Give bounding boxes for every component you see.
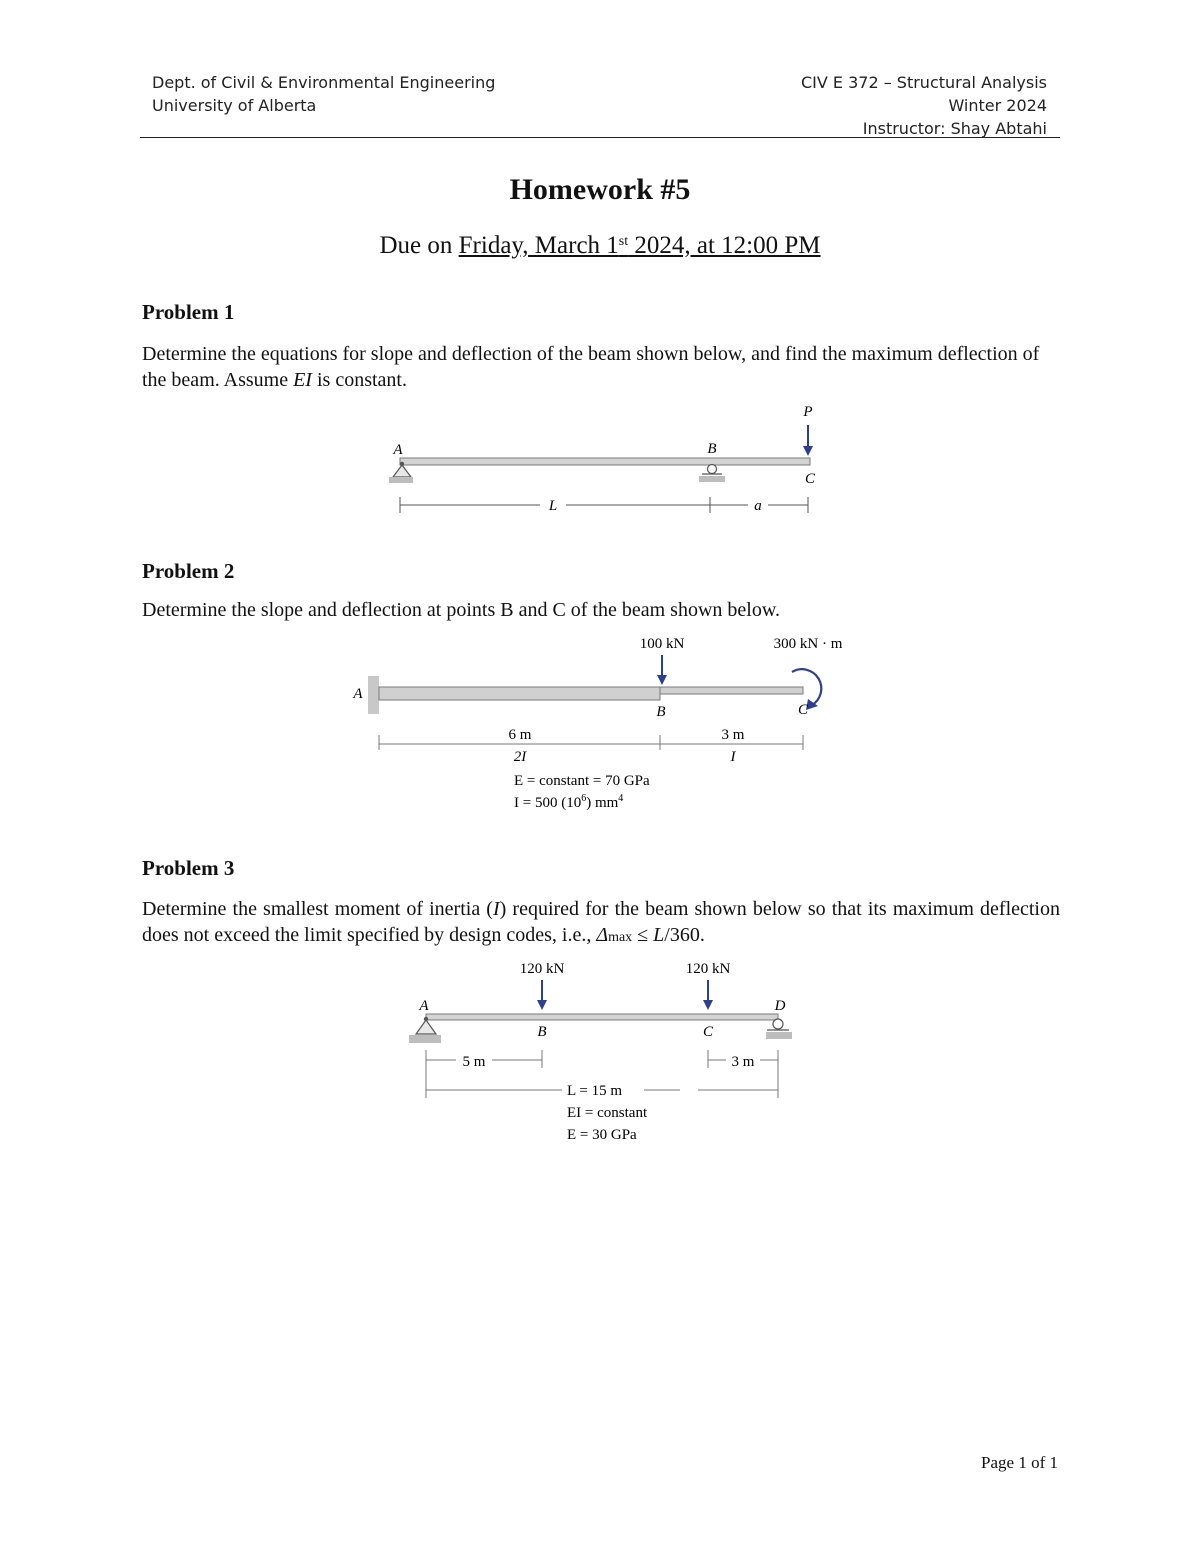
pin-support-A — [409, 1017, 441, 1043]
page-number: Page 1 of 1 — [981, 1453, 1058, 1472]
load-arrow-B — [537, 980, 547, 1010]
label-B: B — [537, 1024, 547, 1040]
course-name: CIV E 372 – Structural Analysis — [800, 73, 1047, 92]
span-1-inertia: 2I — [513, 749, 527, 765]
label-C: C — [804, 471, 816, 487]
problem-3-text-I: I — [492, 898, 500, 920]
beam-3 — [426, 1014, 778, 1020]
label-A: A — [419, 998, 429, 1014]
problem-1-text-pre: Determine the equations for slope and deflection of the beam shown below, and find the maximum deflection of the beam. Assume — [142, 343, 1040, 391]
E-value: E = 30 GPa — [567, 1127, 637, 1143]
problem-2-heading: Problem 2 — [142, 559, 235, 583]
label-A: A — [353, 686, 363, 702]
dim-label-L: L — [548, 498, 558, 514]
roller-support-D — [766, 1019, 792, 1039]
dim-3m: 3 m — [731, 1054, 755, 1070]
term: Winter 2024 — [948, 96, 1047, 115]
E-value: E = constant = 70 GPa — [514, 773, 650, 789]
load-label-1: 120 kN — [519, 961, 565, 977]
problem-1-text-em: EI — [293, 369, 312, 391]
span-2-inertia: I — [730, 749, 736, 765]
label-B: B — [656, 704, 666, 720]
I-value-exp2: 4 — [618, 793, 624, 804]
due-date-part1: Friday, March 1 — [458, 232, 619, 259]
problem-3-text-leq: ≤ — [632, 924, 654, 946]
L-value: L = 15 m — [567, 1083, 622, 1099]
department-name: Dept. of Civil & Environmental Engineering — [152, 73, 496, 92]
due-date-part2: 2024, at 12:00 PM — [628, 232, 821, 259]
I-value-exp: 6 — [581, 793, 587, 804]
EI-value: EI = constant — [567, 1105, 648, 1121]
dim-5m: 5 m — [462, 1054, 486, 1070]
label-A: A — [393, 442, 403, 458]
problem-3-text-pre: Determine the smallest moment of inertia ( — [142, 898, 493, 920]
moment-label: 300 kN · m — [773, 636, 843, 652]
I-value-pre: I = 500 (10 — [514, 795, 582, 811]
load-label-100kN: 100 kN — [639, 636, 685, 652]
problem-3-text-L: L — [653, 924, 665, 946]
load-label-2: 120 kN — [685, 961, 731, 977]
problem-3-text-delta: Δ — [596, 924, 609, 946]
problem-3-text-max: max — [608, 930, 633, 945]
problem-3-heading: Problem 3 — [142, 856, 235, 880]
span-1-length: 6 m — [508, 727, 532, 743]
university-name: University of Alberta — [152, 96, 317, 115]
label-P: P — [803, 404, 813, 420]
label-C: C — [702, 1024, 714, 1040]
instructor: Instructor: Shay Abtahi — [862, 119, 1047, 138]
I-value-mid: ) mm — [586, 795, 619, 811]
label-D: D — [774, 998, 786, 1014]
problem-3-text-end: /360. — [664, 924, 705, 946]
load-arrow-C — [703, 980, 713, 1010]
label-C: C — [797, 702, 809, 718]
problem-2-text: Determine the slope and deflection at points B and C of the beam shown below. — [142, 599, 780, 621]
page-title: Homework #5 — [509, 173, 691, 206]
problem-3-text-mid: ) required for the beam shown below so that its maximum deflection does not exceed the limit specified by design codes, i.e., — [142, 898, 1060, 946]
due-date-sup: st — [618, 234, 629, 249]
problem-1-text-post: is constant. — [311, 369, 407, 391]
problem-1-heading: Problem 1 — [142, 300, 235, 324]
due-prefix: Due on — [379, 232, 459, 259]
label-B: B — [707, 441, 717, 457]
dim-label-a: a — [754, 498, 762, 514]
span-2-length: 3 m — [721, 727, 745, 743]
